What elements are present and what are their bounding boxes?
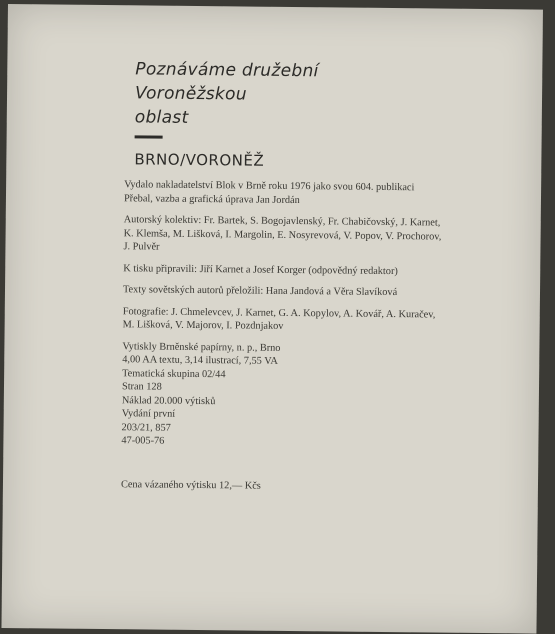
editors-line: K tisku připravili: Jiří Karnet a Josef Korger (odpovědný redaktor) — [123, 262, 398, 277]
city-heading: BRNO/VORONĚŽ — [134, 150, 265, 170]
imprint-block — [121, 178, 524, 495]
print-line: Vydání první — [121, 408, 176, 420]
title-line-3: oblast — [134, 107, 189, 128]
print-line: Stran 128 — [121, 381, 162, 393]
authors-line: J. Pulvěr — [123, 241, 160, 253]
authors-line: Autorský kolektiv: Fr. Bartek, S. Bogojavlenský, Fr. Chabičovský, J. Karnet, — [123, 214, 441, 229]
photos-line: M. Lišková, V. Majorov, I. Pozdnjakov — [122, 319, 284, 332]
photos-line: Fotografie: J. Chmelevcev, J. Karnet, G. A. Kopylov, A. Kovář, A. Kuračev, — [122, 305, 436, 320]
title-line-2: Voroněžskou — [134, 83, 247, 105]
translation-line: Texty sovětských autorů přeložili: Hana Jandová a Věra Slavíková — [122, 284, 398, 299]
book-title — [135, 57, 319, 131]
print-line: Náklad 20.000 výtisků — [121, 394, 216, 407]
publisher-line: Vydalo nakladatelství Blok v Brně roku 1976 jako svou 604. publikaci — [124, 179, 415, 194]
print-line: 47-005-76 — [121, 435, 165, 447]
print-line: 4,00 AA textu, 3,14 ilustrací, 7,55 VA — [122, 354, 278, 367]
price-line: Cena vázaného výtisku 12,— Kčs — [120, 478, 261, 492]
authors-line: K. Klemša, M. Lišková, I. Margolin, E. Nosyrevová, V. Popov, V. Prochorov, — [123, 227, 442, 243]
book-page — [1, 4, 543, 634]
print-line: 203/21, 857 — [121, 421, 171, 434]
print-line: Tematická skupina 02/44 — [122, 367, 226, 380]
print-line: Vytiskly Brněnské papírny, n. p., Brno — [122, 340, 281, 354]
title-rule — [135, 135, 163, 138]
title-line-1: Poznáváme družební — [135, 59, 319, 82]
design-line: Přebal, vazba a grafická úprava Jan Jordán — [123, 192, 300, 206]
